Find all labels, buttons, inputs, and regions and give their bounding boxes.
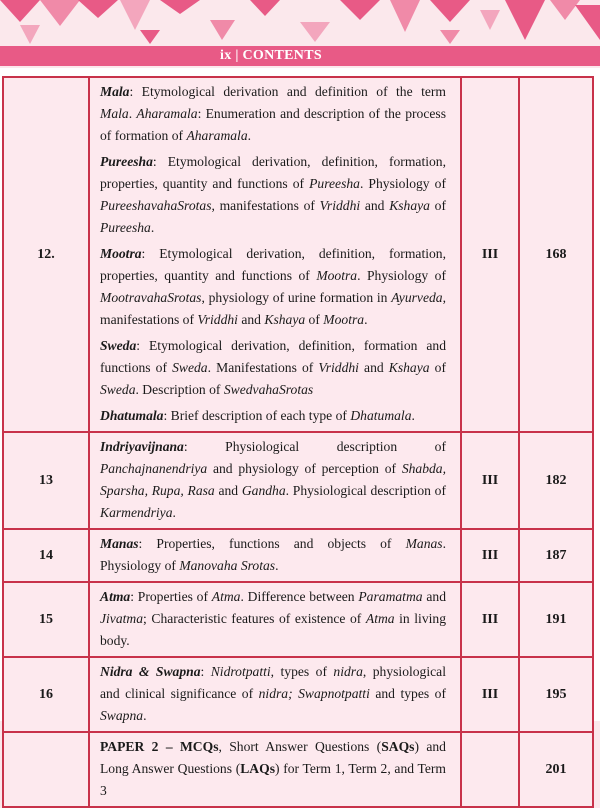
text-segment: , Short Answer Questions (: [218, 739, 382, 754]
italic-term: Karmendriya: [100, 505, 173, 520]
italic-term: SwedvahaSrotas: [223, 382, 314, 397]
text-segment: . Physiological description of: [285, 483, 446, 498]
italic-term: Panchajnanendriya: [100, 461, 208, 476]
italic-term: Nidrotpatti: [210, 664, 271, 679]
topic-heading: Pureesha: [100, 154, 153, 169]
header-separator: |: [235, 48, 239, 63]
italic-term: Manovaha Srotas: [179, 558, 276, 573]
page-title: CONTENTS: [242, 48, 322, 63]
text-segment: ; Characteristic features of existence of: [143, 611, 366, 626]
term-cell: III: [461, 77, 519, 432]
chapter-content: [89, 432, 461, 529]
content-paragraph: [100, 736, 446, 802]
italic-term: nidra: [333, 664, 363, 679]
text-segment: of: [429, 360, 446, 375]
page-number: ix: [220, 48, 232, 63]
table-row: [3, 732, 593, 807]
text-segment: : Etymological derivation and definition of the term: [129, 84, 446, 99]
topic-heading: Manas: [100, 536, 139, 551]
content-paragraph: [100, 533, 446, 577]
text-segment: :: [200, 664, 211, 679]
italic-term: PureeshavahaSrotas: [100, 198, 212, 213]
chapter-number: 12.: [3, 77, 89, 432]
text-segment: , physiological and clinical significance of: [100, 664, 446, 701]
text-segment: .: [143, 708, 147, 723]
text-segment: in living body.: [100, 611, 447, 648]
chapter-content: [89, 582, 461, 657]
text-segment: : Etymological derivation, definition, formation and functions of: [100, 338, 446, 375]
content-paragraph: [100, 151, 446, 239]
text-segment: ) and Long Answer Questions (: [100, 739, 446, 776]
text-segment: : Properties of: [130, 589, 212, 604]
chapter-number: 16: [3, 657, 89, 732]
italic-term: Kshaya: [388, 360, 430, 375]
topic-heading: Dhatumala: [100, 408, 164, 423]
text-segment: , physiology of urine formation in: [201, 290, 392, 305]
text-segment: .: [128, 106, 137, 121]
text-segment: : Etymological derivation, definition, formation, properties, quantity and functions of: [100, 246, 446, 283]
text-segment: : Enumeration and description of the process of formation of: [100, 106, 447, 143]
page-number-cell: 182: [519, 432, 593, 529]
text-segment: .: [247, 128, 252, 143]
text-segment: , manifestations of: [100, 290, 446, 327]
italic-term: Sweda: [100, 382, 136, 397]
italic-term: Shabda, Sparsha, Rupa, Rasa: [100, 461, 446, 498]
italic-term: Gandha: [241, 483, 286, 498]
chapter-number: 15: [3, 582, 89, 657]
italic-term: nidra; Swapnotpatti: [258, 686, 370, 701]
topic-heading: Nidra & Swapna: [100, 664, 201, 679]
text-segment: . Physiology of: [359, 176, 446, 191]
table-row: [3, 432, 593, 529]
italic-term: Vriddhi: [319, 198, 361, 213]
italic-term: Atma: [211, 589, 241, 604]
chapter-number: 13: [3, 432, 89, 529]
table-row: [3, 529, 593, 582]
text-segment: , manifestations of: [211, 198, 320, 213]
text-segment: and: [237, 312, 265, 327]
italic-term: Jivatma: [100, 611, 144, 626]
content-paragraph: [100, 81, 446, 147]
text-segment: .: [275, 558, 279, 573]
topic-heading: Mala: [100, 84, 130, 99]
content-paragraph: [100, 586, 446, 652]
italic-term: Kshaya: [264, 312, 306, 327]
text-segment: ) for Term 1, Term 2, and Term 3: [100, 761, 446, 798]
italic-term: Vriddhi: [197, 312, 238, 327]
italic-term: Aharamala: [186, 128, 248, 143]
italic-term: Manas: [405, 536, 443, 551]
italic-term: Atma: [365, 611, 395, 626]
table-row: [3, 582, 593, 657]
text-segment: and types of: [369, 686, 446, 701]
italic-term: Mootra: [316, 268, 358, 283]
chapter-content: [89, 77, 461, 432]
text-segment: .: [411, 408, 415, 423]
page-number-cell: 191: [519, 582, 593, 657]
text-segment: : Etymological derivation, definition, formation, properties, quantity and functions of: [100, 154, 446, 191]
italic-term: Dhatumala: [350, 408, 412, 423]
italic-term: Mala: [100, 106, 129, 121]
chapter-content: [89, 732, 461, 807]
content-paragraph: [100, 405, 446, 427]
text-segment: and: [360, 198, 390, 213]
text-segment: . Physiology of: [100, 536, 446, 573]
page-number-cell: 195: [519, 657, 593, 732]
text-segment: and physiology of perception of: [207, 461, 402, 476]
page-number-cell: 201: [519, 732, 593, 807]
text-segment: . Difference between: [240, 589, 359, 604]
italic-term: Mootra: [323, 312, 365, 327]
chapter-number: [3, 732, 89, 807]
text-segment: of: [305, 312, 324, 327]
italic-term: MootravahaSrotas: [100, 290, 202, 305]
italic-term: Aharamala: [136, 106, 198, 121]
page-number-cell: 187: [519, 529, 593, 582]
text-segment: , types of: [270, 664, 334, 679]
content-paragraph: [100, 661, 446, 727]
text-segment: . Description of: [135, 382, 224, 397]
text-segment: : Brief description of each type of: [163, 408, 351, 423]
topic-heading: Sweda: [100, 338, 137, 353]
text-segment: of: [429, 198, 446, 213]
header-title-tab: [220, 46, 350, 66]
term-cell: III: [461, 582, 519, 657]
term-cell: III: [461, 432, 519, 529]
page-number-cell: 168: [519, 77, 593, 432]
table-row: [3, 77, 593, 432]
text-segment: and: [422, 589, 446, 604]
italic-term: Kshaya: [389, 198, 430, 213]
italic-term: Pureesha: [100, 220, 151, 235]
text-segment: .: [364, 312, 368, 327]
italic-term: Ayurveda: [391, 290, 443, 305]
term-cell: [461, 732, 519, 807]
term-cell: III: [461, 657, 519, 732]
bold-term: LAQs: [240, 761, 275, 776]
text-segment: .: [150, 220, 155, 235]
chapter-content: [89, 529, 461, 582]
italic-term: Sweda: [172, 360, 208, 375]
italic-term: Pureesha: [309, 176, 360, 191]
topic-heading: Mootra: [100, 246, 142, 261]
content-paragraph: [100, 243, 446, 331]
decorative-triangle-banner: [0, 0, 600, 45]
contents-table: [2, 76, 594, 808]
text-segment: and: [214, 483, 242, 498]
text-segment: .: [172, 505, 176, 520]
text-segment: and: [358, 360, 389, 375]
text-segment: : Physiological description of: [183, 439, 446, 454]
bold-term: PAPER 2 – MCQs: [100, 739, 219, 754]
italic-term: Swapna: [100, 708, 144, 723]
text-segment: : Properties, functions and objects of: [138, 536, 406, 551]
italic-term: Paramatma: [358, 589, 423, 604]
topic-heading: Atma: [100, 589, 131, 604]
content-paragraph: [100, 436, 446, 524]
term-cell: III: [461, 529, 519, 582]
text-segment: . Physiology of: [357, 268, 446, 283]
chapter-number: 14: [3, 529, 89, 582]
content-paragraph: [100, 335, 446, 401]
text-segment: . Manifestations of: [207, 360, 319, 375]
topic-heading: Indriyavijnana: [100, 439, 184, 454]
italic-term: Vriddhi: [318, 360, 359, 375]
bold-term: SAQs: [381, 739, 415, 754]
